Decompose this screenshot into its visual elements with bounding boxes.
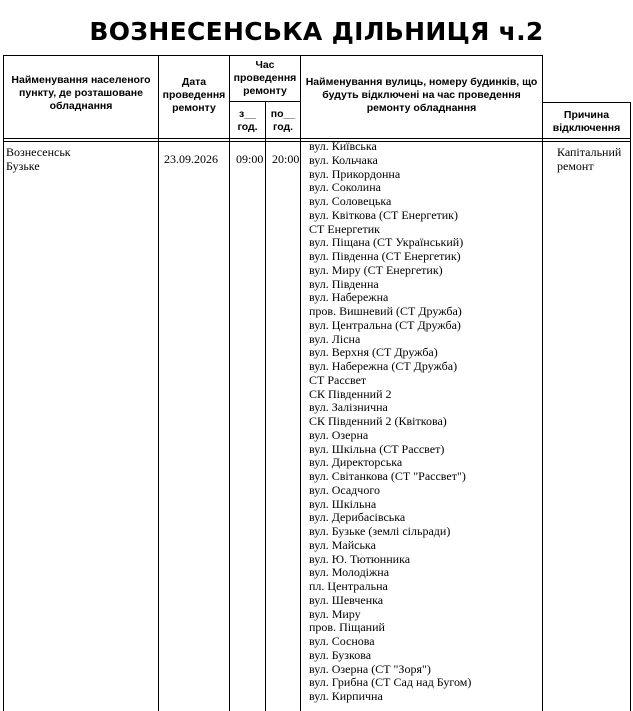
header-streets: Найменування вулиць, номеру будинків, що будуть відключені на час проведення ремонту обладнання [305,76,538,114]
street-item: вул. Піщана (СТ Український) [309,235,464,250]
street-item: вул. Дерибасівська [309,510,406,525]
reason-text: Капітальний [557,145,622,159]
street-item: вул. Озерна (СТ "Зоря") [309,661,431,676]
street-item: вул. Соколина [309,180,381,195]
street-item: вул. Шкільна [309,496,377,511]
street-item: вул. Озерна [309,427,369,442]
col-divider-date [229,55,230,711]
street-item: вул. Набережна (СТ Дружба) [309,359,458,373]
street-item: СК Південний 2 (Квіткова) [309,414,447,428]
street-item: вул. Майська [309,537,376,552]
street-item: вул. Кирпична [309,689,383,703]
street-item: вул. Соловецька [309,194,392,208]
header-settlement: Найменування населеного пункту, де розташоване обладнання [11,74,151,112]
time-from-value: 09:00 [236,152,264,166]
street-item: вул. Соснова [309,634,375,648]
street-item: вул. Верхня (СТ Дружба) [309,345,438,360]
street-item: вул. Київська [309,139,377,153]
street-item: вул. Світанкова (СТ "Рассвет") [309,469,466,483]
table-top-border [3,55,542,56]
street-item: вул. Центральна (СТ Дружба) [309,317,461,332]
col-divider-settlement [158,55,159,711]
time-to-value: 20:00 [272,152,300,166]
street-item: вул. Лісна [309,331,361,346]
street-item: вул. Бузкова [309,647,372,662]
settlement-name: Бузьке [6,159,40,173]
street-item: вул. Миру (СТ Енергетик) [309,262,443,277]
street-item: вул. Молодіжна [309,565,390,580]
street-item: вул. Набережна [309,290,389,305]
street-item: вул. Грибна (СТ Сад над Бугом) [309,675,472,690]
street-item: вул. Бузьке (землі сільради) [309,524,451,538]
table-right-border [630,102,631,711]
street-item: вул. Шкільна (СТ Рассвет) [309,441,445,456]
reason-text: ремонт [557,159,594,173]
header-date: Дата проведення ремонту [162,76,226,114]
page-title: ВОЗНЕСЕНСЬКА ДІЛЬНИЦЯ ч.2 [89,17,544,46]
table-left-border [3,55,4,711]
header-time: Час проведення ремонту [233,59,297,97]
col-divider-reason [542,55,543,711]
street-item: вул. Миру [309,606,361,621]
col-divider-time [265,101,266,711]
street-item: вул. Ю. Тютюнника [309,551,411,566]
street-item: СТ Енергетик [309,221,380,236]
street-item: вул. Кольчака [309,152,378,167]
repair-date: 23.09.2026 [164,152,218,166]
col-divider-streets [300,55,301,711]
header-reason: Причина відключення [552,109,621,134]
reason-header-top-border [542,102,630,103]
street-item: вул. Шевченка [309,592,384,607]
header-time-from: з__ год. [237,108,258,133]
street-item: вул. Південна [309,276,379,291]
street-item: вул. Південна (СТ Енергетик) [309,249,461,263]
street-item: вул. Залізнична [309,400,388,415]
street-item: вул. Директорська [309,455,403,470]
street-item: пров. Піщаний [309,620,385,635]
street-item: вул. Осадчого [309,482,380,497]
street-item: вул. Квіткова (СТ Енергетик) [309,207,459,222]
street-item: вул. Прикордонна [309,166,401,181]
street-item: СК Південний 2 [309,386,392,401]
street-item: СТ Рассвет [309,372,367,387]
settlement-name: Вознесенськ [6,145,71,159]
street-item: пров. Вишневий (СТ Дружба) [309,304,462,318]
street-item: пл. Центральна [309,579,388,593]
header-time-to: по__ год. [270,108,296,133]
